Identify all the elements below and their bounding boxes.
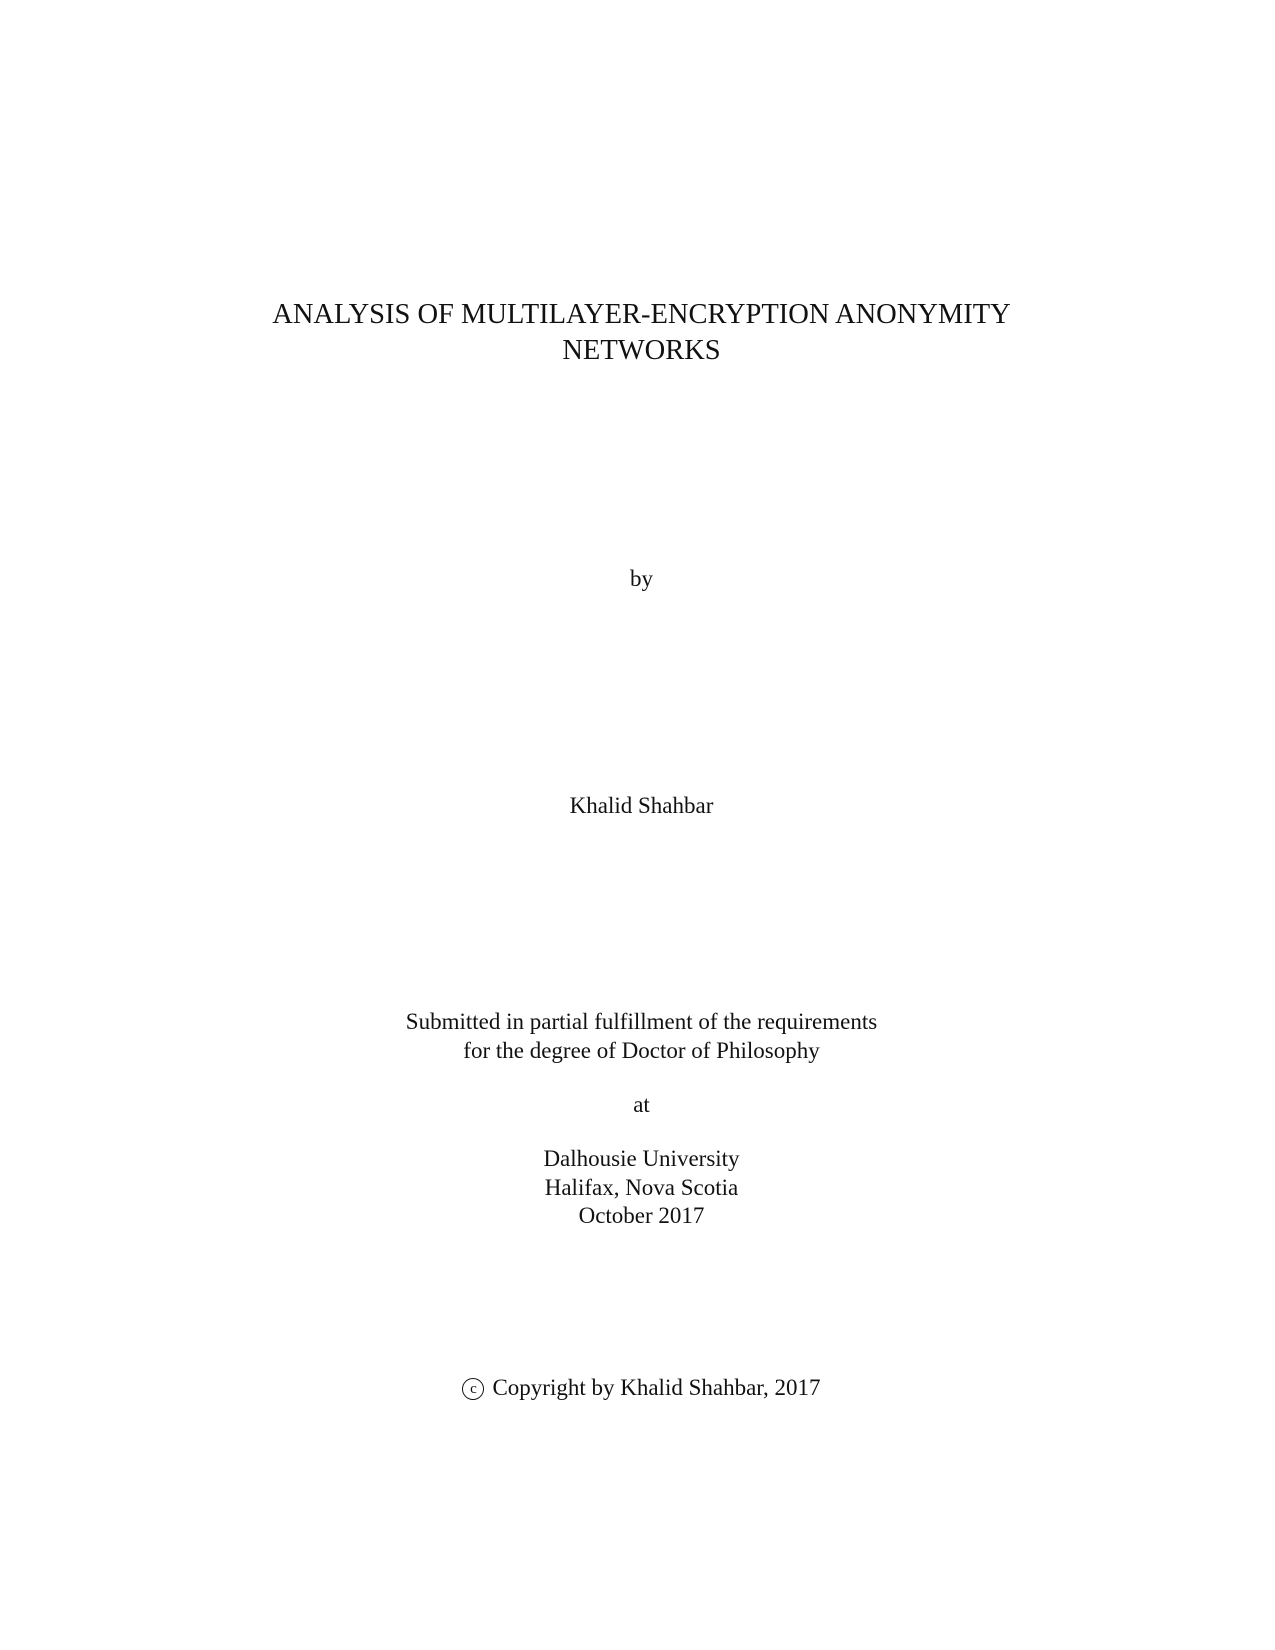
copyright-text: Copyright by Khalid Shahbar, 2017 xyxy=(492,1375,821,1400)
thesis-title-line-1: ANALYSIS OF MULTILAYER-ENCRYPTION ANONYMITY xyxy=(272,299,1011,330)
by-label: by xyxy=(630,566,653,591)
submission-statement-line-1: Submitted in partial fulfillment of the requirements xyxy=(405,1009,878,1034)
submission-date: October 2017 xyxy=(578,1203,705,1228)
at-label: at xyxy=(633,1092,650,1117)
copyright-notice xyxy=(0,1373,1275,1402)
institution-name: Dalhousie University xyxy=(543,1146,740,1171)
thesis-title-line-2: NETWORKS xyxy=(562,335,721,366)
submission-statement-line-2: for the degree of Doctor of Philosophy xyxy=(463,1038,820,1063)
institution-location: Halifax, Nova Scotia xyxy=(544,1175,739,1200)
author-name: Khalid Shahbar xyxy=(569,793,714,818)
copyright-icon: c xyxy=(462,1378,484,1400)
